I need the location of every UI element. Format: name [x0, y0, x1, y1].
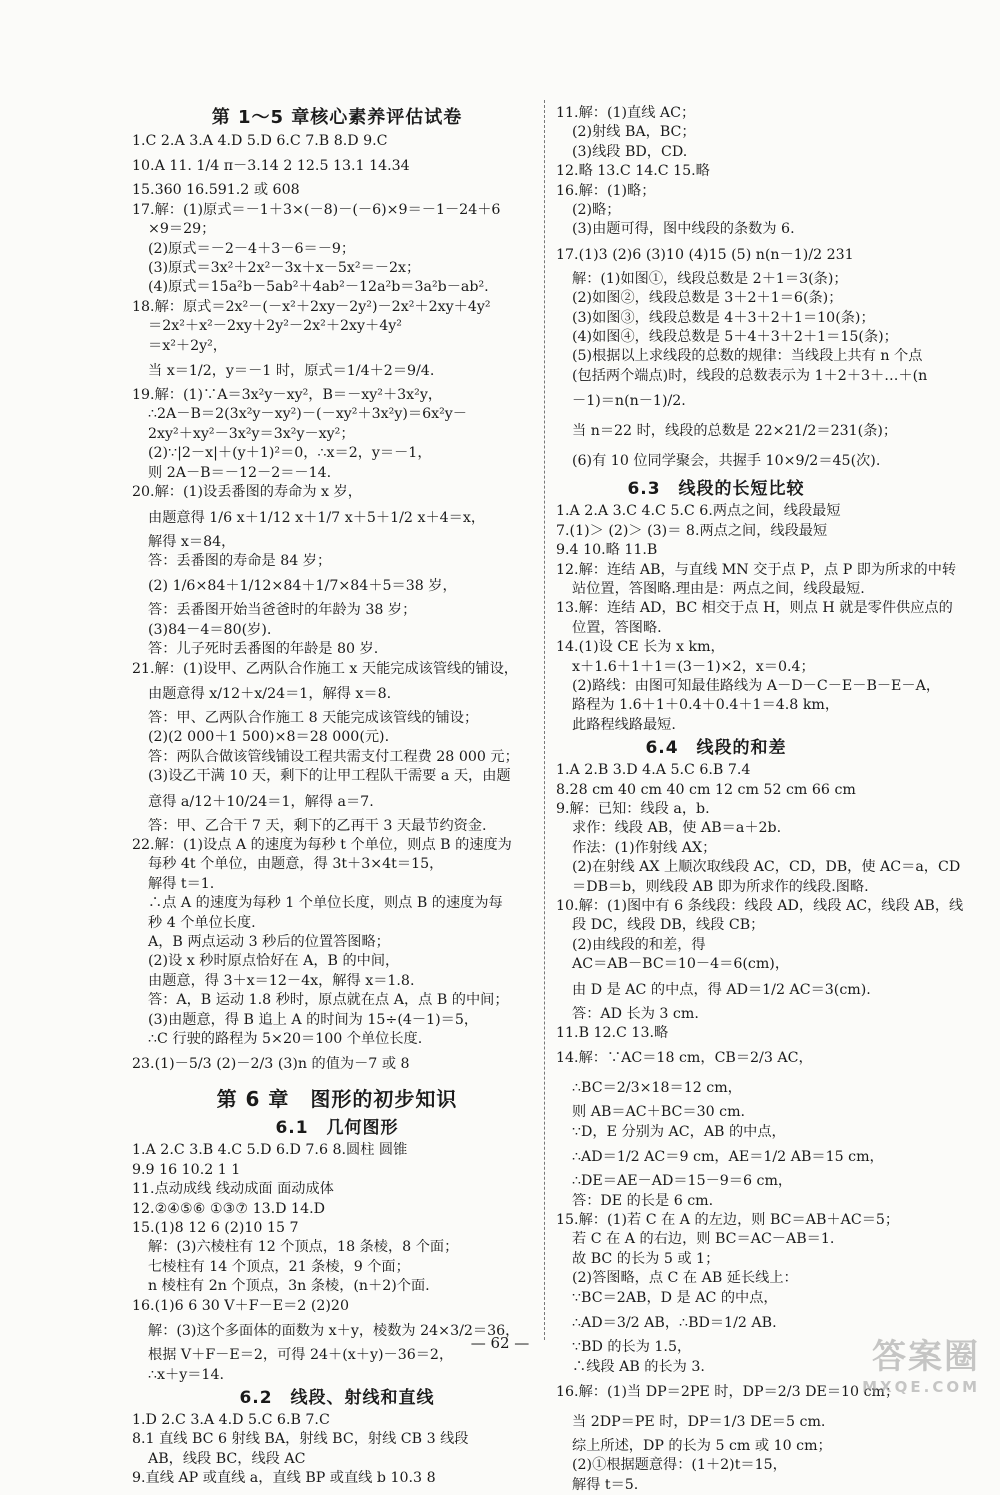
answer-line: 路程为 1.6＋1＋0.4＋0.4＋1＝4.8 km，: [572, 697, 840, 714]
answer-line: 当 2DP＝PE 时，DP＝1/3 DE＝5 cm.: [572, 1413, 826, 1430]
watermark-url: MXQE.COM: [862, 1378, 980, 1396]
answer-line: ∴AD＝3/2 AB，∴BD＝1/2 AB.: [572, 1315, 777, 1332]
answer-line: 此路程线路最短.: [572, 716, 676, 733]
answer-line: 解得 t＝1.: [148, 875, 215, 892]
answer-line: (2)原式＝－2－4＋3－6＝－9；: [148, 240, 356, 257]
answer-line: 1.A 2.C 3.B 4.C 5.D 6.D 7.6 8.圆柱 圆锥: [132, 1142, 408, 1159]
section-6-2-answers: [132, 1411, 542, 1489]
answer-line: (2)在射线 AX 上顺次取线段 AC，CD，DB，使 AC＝a，CD: [572, 859, 961, 876]
answer-line: 15.解：(1)若 C 在 A 的左边，则 BC＝AB＋AC＝5；: [556, 1212, 900, 1229]
answer-line: 位置，答图略.: [572, 619, 662, 636]
answer-line: (4)原式＝15a²b－5ab²＋4ab²－12a²b＝3a²b－ab².: [148, 279, 489, 296]
answer-line: 2xy²＋xy²－3x²y＝3x²y－xy²；: [148, 425, 355, 442]
answer-line: 作法：(1)作射线 AX；: [572, 839, 717, 856]
answer-line: (3)由题意，得 B 追上 A 的时间为 15÷(4－1)＝5，: [148, 1011, 479, 1028]
answer-line: AB，线段 BC，线段 AC: [148, 1450, 306, 1467]
answer-line: 答：甲、乙合干 7 天，剩下的乙再干 3 天最节约资金.: [148, 817, 487, 834]
answer-line: 求作：线段 AB，使 AB＝a＋2b.: [572, 820, 782, 837]
answer-line: n 棱柱有 2n 个顶点，3n 条棱，(n＋2)个面.: [148, 1278, 430, 1295]
answer-line: 9.直线 AP 或直线 a，直线 BP 或直线 b 10.3 8: [132, 1470, 436, 1487]
answer-line: ∴BC＝2/3×18＝12 cm，: [572, 1080, 742, 1097]
answer-line: 答：DE 的长是 6 cm.: [572, 1192, 714, 1209]
answer-line: 7.(1)＞ (2)＞ (3)＝ 8.两点之间，线段最短: [556, 522, 828, 539]
answer-line: 1.A 2.A 3.C 4.C 5.C 6.两点之间，线段最短: [556, 503, 841, 520]
answer-line: 14.(1)设 CE 长为 x km，: [556, 639, 725, 656]
answer-line: 当 x＝1/2，y＝－1 时，原式＝1/4＋2＝9/4.: [148, 363, 435, 380]
answer-line: (4)如图④，线段总数是 5＋4＋3＋2＋1＝15(条)；: [572, 329, 898, 346]
answer-line: ＝2x²＋x²－2xy＋2y²－2x²＋2xy＋4y²: [148, 318, 402, 335]
answer-line: 11.B 12.C 13.略: [556, 1025, 669, 1042]
exam-answer-lines: [132, 132, 542, 1079]
answer-line: (2)答图略，点 C 在 AB 延长线上：: [572, 1270, 798, 1287]
answer-line: 12.略 13.C 14.C 15.略: [556, 163, 710, 180]
answer-line: 16.解：(1)当 DP＝2PE 时，DP＝2/3 DE＝10 cm；: [556, 1383, 900, 1400]
answer-line: 意得 a/12＋10/24＝1，解得 a＝7.: [148, 793, 374, 810]
answer-line: (3)线段 BD，CD.: [572, 143, 688, 160]
answer-line: 解：(1)如图①，线段总数是 2＋1＝3(条)；: [572, 270, 848, 287]
answer-line: (2) 1/6×84＋1/12×84＋1/7×84＋5＝38 岁，: [148, 578, 457, 595]
answer-line: (2)∵|2－x|＋(y＋1)²＝0，∴x＝2，y＝－1，: [148, 445, 432, 462]
answer-line: ∴DE＝AE－AD＝15－9＝6 cm，: [572, 1173, 793, 1190]
answer-line: ∴AD＝1/2 AC＝9 cm，AE＝1/2 AB＝15 cm，: [572, 1149, 884, 1166]
answer-line: 每秒 4t 个单位，由题意，得 3t＋3×4t＝15，: [148, 856, 444, 873]
answer-line: 则 2A－B＝－12－2＝－14.: [148, 464, 332, 481]
answer-line: 解：(3)六棱柱有 12 个顶点，18 条棱，8 个面；: [148, 1239, 459, 1256]
answer-line: 9.4 10.略 11.B: [556, 542, 658, 559]
answer-line: (2)(2 000＋1 500)×8＝28 000(元).: [148, 729, 390, 746]
answer-line: AC＝AB－BC＝10－4＝6(cm)，: [572, 956, 790, 973]
answer-line: (6)有 10 位同学聚会，共握手 10×9/2＝45(次).: [572, 453, 881, 470]
answer-line: 11.解：(1)直线 AC；: [556, 105, 696, 121]
section-6-1-title: 6.1 几何图形: [275, 1118, 399, 1139]
answer-line: (3)84－4＝80(岁).: [148, 621, 272, 638]
answer-line: (3)设乙干满 10 天，剩下的让甲工程队干需要 a 天，由题: [148, 768, 511, 785]
answer-line: 8.1 直线 BC 6 射线 BA，射线 BC，射线 CB 3 线段: [132, 1431, 469, 1448]
answer-line: 23.(1)－5/3 (2)－2/3 (3)n 的值为－7 或 8: [132, 1056, 410, 1073]
section-6-3-title: 6.3 线段的长短比较: [627, 479, 805, 500]
answer-line: 1.A 2.B 3.D 4.A 5.C 6.B 7.4: [556, 762, 751, 779]
answer-line: 由题意得 x/12＋x/24＝1，解得 x＝8.: [148, 685, 392, 702]
column-divider: [544, 100, 545, 1340]
answer-line: 17.解：(1)原式＝－1＋3×(－8)－(－6)×9＝－1－24＋6: [132, 201, 501, 218]
answer-line: 由题意得 1/6 x＋1/12 x＋1/7 x＋5＋1/2 x＋4＝x，: [148, 509, 486, 526]
answer-line: (2)射线 BA，BC；: [572, 124, 696, 141]
section-6-2-title: 6.2 线段、射线和直线: [239, 1387, 435, 1408]
answer-line: 22.解：(1)设点 A 的速度为每秒 t 个单位，则点 B 的速度为: [132, 836, 512, 853]
answer-line: ∴2A－B＝2(3x²y－xy²)－(－xy²＋3x²y)＝6x²y－: [148, 406, 467, 423]
answer-line: 答：AD 长为 3 cm.: [572, 1005, 699, 1022]
answer-line: 8.28 cm 40 cm 40 cm 12 cm 52 cm 66 cm: [556, 781, 856, 798]
answer-line: 答：甲、乙两队合作施工 8 天能完成该管线的铺设；: [148, 709, 479, 726]
answer-line: 站位置，答图略.理由是：两点之间，线段最短.: [572, 580, 865, 597]
answer-line: 9.9 16 10.2 1 1: [132, 1161, 241, 1178]
answer-line: 答：A，B 运动 1.8 秒时，原点就在点 A，点 B 的中间；: [148, 992, 509, 1009]
left-column: [132, 104, 542, 1489]
answer-line: 16.(1)6 6 30 V＋F－E＝2 (2)20: [132, 1297, 349, 1314]
answer-line: (2)如图②，线段总数是 3＋2＋1＝6(条)；: [572, 290, 843, 307]
answer-line: ∴x＋y＝14.: [148, 1366, 224, 1383]
watermark-text: 答案圈: [872, 1337, 980, 1377]
answer-line: (2)略；: [572, 202, 621, 219]
exam-header: 第 1～5 章核心素养评估试卷: [211, 107, 463, 128]
answer-line: ×9＝29；: [148, 221, 216, 238]
answer-line: ∵BD 的长为 1.5，: [572, 1339, 692, 1356]
answer-line: 答：两队合做该管线铺设工程共需支付工程费 28 000 元；: [148, 748, 519, 765]
answer-line: ＝x²＋2y²，: [148, 337, 227, 354]
answer-line: (2)①根据题意得：(1＋2)t＝15，: [572, 1457, 787, 1474]
answer-line: 20.解：(1)设丢番图的寿命为 x 岁，: [132, 484, 362, 501]
answer-line: 10.A 11. 1/4 π－3.14 2 12.5 13.1 14.34: [132, 158, 410, 175]
answer-line: 19.解：(1)∵A＝3x²y－xy²，B＝－xy²＋3x²y，: [132, 387, 443, 404]
answer-line: 10.解：(1)图中有 6 条线段：线段 AD，线段 AC，线段 AB，线: [556, 898, 964, 914]
answer-line: (3)由题可得，图中线段的条数为 6.: [572, 221, 795, 238]
answer-line: ＝DB＝b，则线段 AB 即为所求作的线段.图略.: [572, 878, 869, 895]
answer-line: 9.解：已知：线段 a，b.: [556, 800, 710, 817]
answer-line: 11.点动成线 线动成面 面动成体: [132, 1181, 334, 1198]
answer-line: 答：丢番图开始当爸爸时的年龄为 38 岁；: [148, 602, 417, 619]
answer-line: 秒 4 个单位长度.: [148, 914, 256, 931]
answer-line: (3)如图③，线段总数是 4＋3＋2＋1＝10(条)；: [572, 309, 875, 326]
watermark-logo: [862, 1329, 980, 1396]
answer-line: (2)设 x 秒时原点恰好在 A，B 的中间，: [148, 953, 400, 970]
answer-line: 14.解：∵AC＝18 cm，CB＝2/3 AC，: [556, 1050, 813, 1067]
answer-line: (3)原式＝3x²＋2x²－3x＋x－5x²＝－2x；: [148, 260, 421, 277]
answer-line: (2)由线段的和差，得: [572, 936, 706, 953]
answer-line: 综上所述，DP 的长为 5 cm 或 10 cm；: [572, 1437, 832, 1454]
answer-line: 15.360 16.591.2 或 608: [132, 182, 300, 199]
answer-line: 若 C 在 A 的右边，则 BC＝AC－AB＝1.: [572, 1231, 835, 1248]
section-6-2-continued-answers: [556, 104, 928, 476]
answer-line: 12.②④⑤⑥ ①③⑦ 13.D 14.D: [132, 1200, 325, 1217]
answer-line: 12.解：连结 AB，与直线 MN 交于点 P，点 P 即为所求的中转: [556, 561, 957, 578]
answer-line: 解得 t＝5.: [572, 1476, 639, 1493]
answer-line: (包括两个端点)时，线段的总数表示为 1＋2＋3＋…＋(n: [572, 367, 928, 384]
answer-line: x＋1.6＋1＋1＝(3－1)×2，x＝0.4；: [572, 658, 815, 675]
answer-line: ∵BC＝2AB，D 是 AC 的中点，: [572, 1289, 778, 1306]
answer-line: (2)路线：由图可知最佳路线为 A－D－C－E－B－E－A，: [572, 677, 941, 694]
answer-line: 段 DC，线段 DB，线段 CB；: [572, 917, 765, 934]
answer-line: 由 D 是 AC 的中点，得 AD＝1/2 AC＝3(cm).: [572, 981, 871, 998]
section-6-4-title: 6.4 线段的和差: [645, 738, 787, 759]
answer-line: 解得 x＝84，: [148, 533, 236, 550]
answer-line: 答：儿子死时丢番图的年龄是 80 岁.: [148, 641, 379, 658]
answer-line: 根据 V＋F－E＝2，可得 24＋(x＋y)－36＝2，: [148, 1347, 454, 1364]
answer-line: (5)根据以上求线段的总数的规律：当线段上共有 n 个点: [572, 348, 923, 365]
answer-line: ∴线段 AB 的长为 3.: [572, 1358, 705, 1375]
answer-line: 1.D 2.C 3.A 4.D 5.C 6.B 7.C: [132, 1411, 330, 1428]
answer-line: 当 n＝22 时，线段的总数是 22×21/2＝231(条)；: [572, 423, 898, 440]
answer-line: 15.(1)8 12 6 (2)10 15 7: [132, 1220, 299, 1237]
answer-line: 故 BC 的长为 5 或 1；: [572, 1250, 720, 1267]
section-6-3-answers: [556, 502, 957, 735]
answer-line: ∴点 A 的速度为每秒 1 个单位长度，则点 B 的速度为每: [148, 895, 503, 912]
answer-line: 18.解：原式＝2x²－(－x²＋2xy－2y²)－2x²＋2xy＋4y²: [132, 298, 491, 315]
answer-line: －1)＝n(n－1)/2.: [572, 393, 686, 410]
answer-line: 则 AB＝AC＋BC＝30 cm.: [572, 1104, 746, 1121]
answer-line: A，B 两点运动 3 秒后的位置答图略；: [148, 934, 390, 950]
answer-line: ∵D，E 分别为 AC，AB 的中点，: [572, 1123, 786, 1140]
answer-line: 由题意，得 3＋x＝12－4x，解得 x＝1.8.: [148, 972, 415, 989]
answer-line: 21.解：(1)设甲、乙两队合作施工 x 天能完成该管线的铺设，: [132, 660, 518, 677]
chapter-6-title: 第 6 章 图形的初步知识: [216, 1087, 458, 1112]
answer-line: 答：丢番图的寿命是 84 岁；: [148, 552, 332, 569]
answer-line: 解：(3)这个多面体的面数为 x＋y，棱数为 24×3/2＝36，: [148, 1323, 520, 1340]
page-number: — 62 —: [470, 1334, 530, 1352]
answer-line: ∴C 行驶的路程为 5×20＝100 个单位长度.: [148, 1031, 423, 1048]
answer-line: 13.解：连结 AD，BC 相交于点 H，则点 H 就是零件供应点的: [556, 600, 953, 617]
answer-line: 16.解：(1)略；: [556, 182, 656, 199]
answer-line: 17.(1)3 (2)6 (3)10 (4)15 (5) n(n－1)/2 231: [556, 246, 854, 263]
answer-line: 七棱柱有 14 个顶点，21 条棱，9 个面；: [148, 1258, 410, 1275]
answer-line: 1.C 2.A 3.A 4.D 5.D 6.C 7.B 8.D 9.C: [132, 133, 388, 149]
